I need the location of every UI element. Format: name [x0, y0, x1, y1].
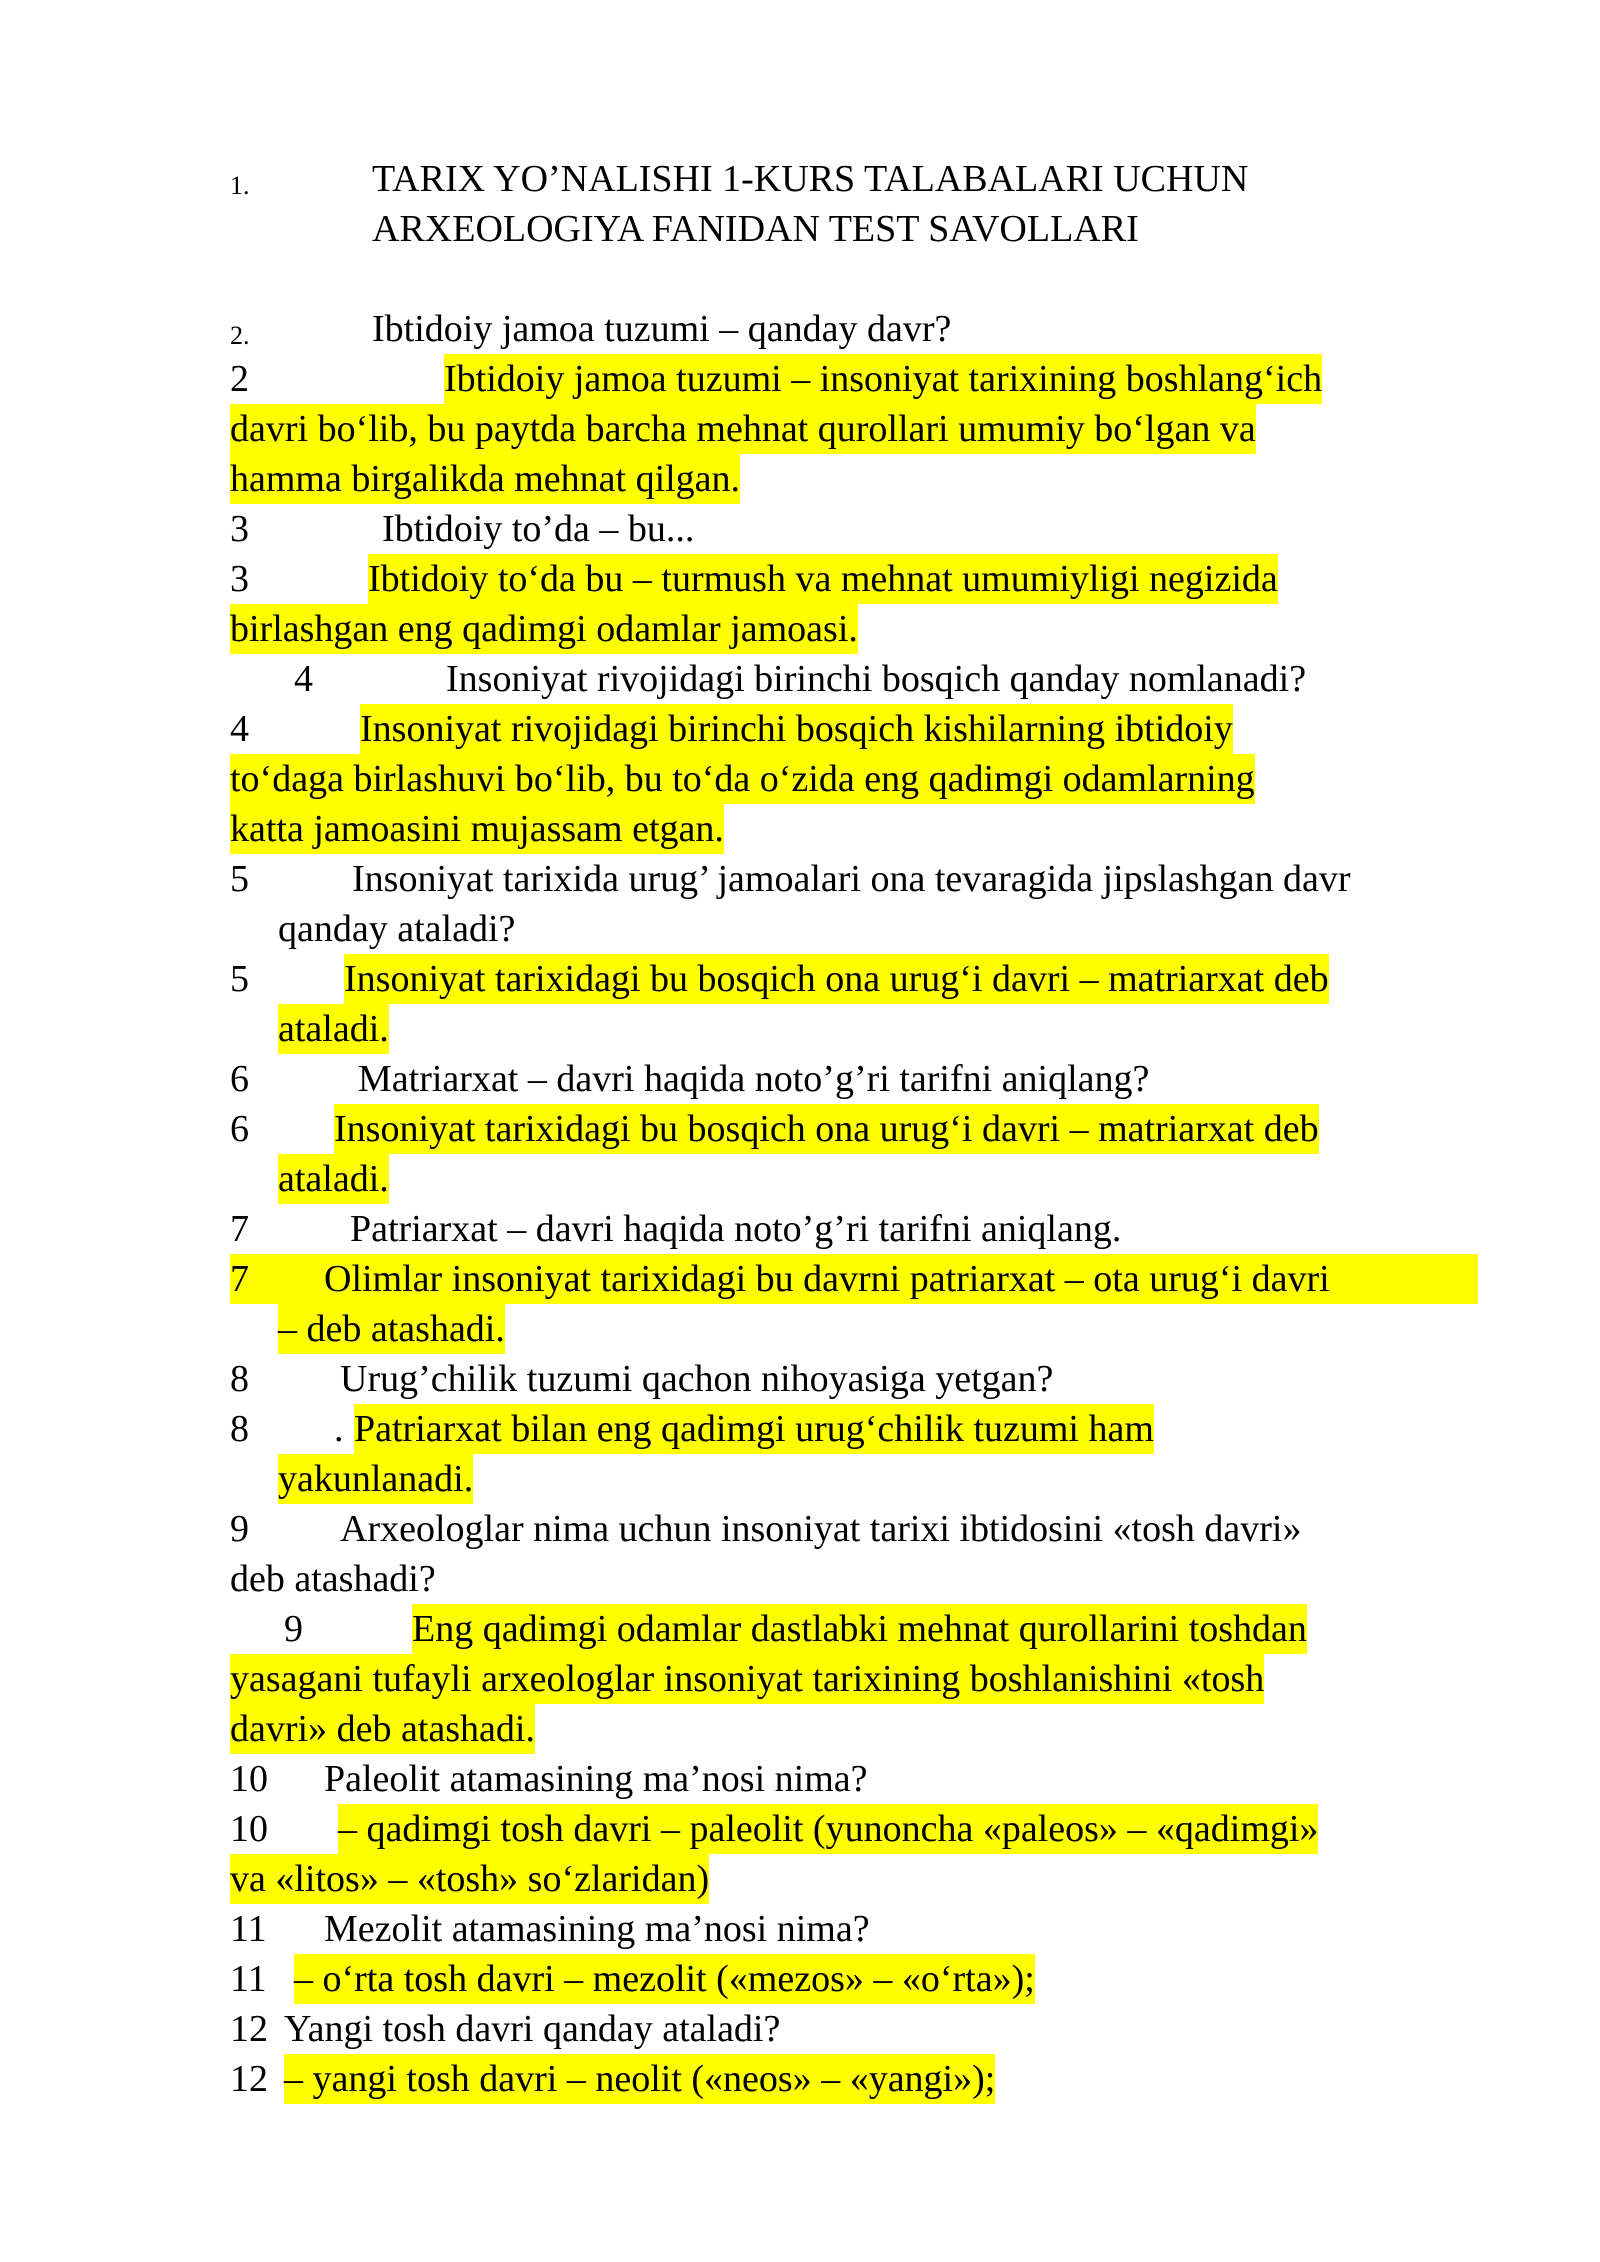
- answer-text: Patriarxat bilan eng qadimgi urug‘chilik tuzumi ham: [354, 1404, 1154, 1454]
- question-number: 7: [230, 1208, 249, 1250]
- answer-text: ataladi.: [278, 1004, 389, 1054]
- answer-number: 2: [230, 358, 249, 400]
- question-number: 10: [230, 1758, 268, 1800]
- answer-text: davri bo‘lib, bu paytda barcha mehnat qurollari umumiy bo‘lgan va: [230, 404, 1256, 454]
- question-number: 4: [294, 658, 313, 700]
- question-text: Arxeologlar nima uchun insoniyat tarixi ibtidosini «tosh davri»: [340, 1508, 1302, 1550]
- answer-text: va «litos» – «tosh» so‘zlaridan): [230, 1854, 709, 1904]
- answer-text: – yangi tosh davri – neolit («neos» – «yangi»);: [284, 2054, 995, 2104]
- answer-text: davri» deb atashadi.: [230, 1704, 535, 1754]
- answer-prefix: .: [334, 1408, 344, 1450]
- answer-number: 12: [230, 2058, 268, 2100]
- answer-number: 5: [230, 958, 249, 1000]
- heading-title-line2: ARXEOLOGIYA FANIDAN TEST SAVOLLARI: [372, 208, 1139, 250]
- question-text: Patriarxat – davri haqida noto’g’ri tarifni aniqlang.: [350, 1208, 1122, 1250]
- question-text: Ibtidoiy to’da – bu...: [382, 508, 695, 550]
- question-number: 8: [230, 1358, 249, 1400]
- answer-number: 7: [230, 1254, 1478, 1304]
- answer-text: – deb atashadi.: [278, 1304, 505, 1354]
- answer-text: Insoniyat tarixidagi bu bosqich ona urug‘i davri – matriarxat deb: [334, 1104, 1319, 1154]
- answer-number: 4: [230, 708, 249, 750]
- question-text: Urug’chilik tuzumi qachon nihoyasiga yetgan?: [340, 1358, 1054, 1400]
- question-text: Ibtidoiy jamoa tuzumi – qanday davr?: [372, 308, 952, 350]
- heading-number: 1.: [230, 171, 250, 200]
- answer-number: 3: [230, 558, 249, 600]
- answer-text: yakunlanadi.: [278, 1454, 473, 1504]
- answer-text: hamma birgalikda mehnat qilgan.: [230, 454, 740, 504]
- answer-text: ataladi.: [278, 1154, 389, 1204]
- answer-text: – qadimgi tosh davri – paleolit (yunoncha «paleos» – «qadimgi»: [338, 1804, 1318, 1854]
- question-text: Matriarxat – davri haqida noto’g’ri tarifni aniqlang?: [358, 1058, 1150, 1100]
- answer-text: Eng qadimgi odamlar dastlabki mehnat qurollarini toshdan: [412, 1604, 1307, 1654]
- heading-title-line1: TARIX YO’NALISHI 1-KURS TALABALARI UCHUN: [372, 158, 1249, 200]
- question-text: Yangi tosh davri qanday ataladi?: [284, 2008, 781, 2050]
- answer-text: Insoniyat tarixidagi bu bosqich ona urug‘i davri – matriarxat deb: [344, 954, 1329, 1004]
- answer-text: Ibtidoiy to‘da bu – turmush va mehnat umumiyligi negizida: [368, 554, 1278, 604]
- answer-text: – o‘rta tosh davri – mezolit («mezos» – «o‘rta»);: [294, 1954, 1035, 2004]
- answer-number: 11: [230, 1958, 267, 2000]
- question-number: 12: [230, 2008, 268, 2050]
- answer-text: Olimlar insoniyat tarixidagi bu davrni patriarxat – ota urug‘i davri: [324, 1254, 1330, 1304]
- answer-text: birlashgan eng qadimgi odamlar jamoasi.: [230, 604, 858, 654]
- question-number: 3: [230, 508, 249, 550]
- answer-text: Insoniyat rivojidagi birinchi bosqich kishilarning ibtidoiy: [360, 704, 1233, 754]
- answer-text: Ibtidoiy jamoa tuzumi – insoniyat tarixining boshlang‘ich: [444, 354, 1322, 404]
- question-text: qanday ataladi?: [278, 908, 516, 950]
- answer-text: katta jamoasini mujassam etgan.: [230, 804, 724, 854]
- question-text: Insoniyat tarixida urug’ jamoalari ona tevaragida jipslashgan davr: [352, 858, 1351, 900]
- question-text: Mezolit atamasining ma’nosi nima?: [324, 1908, 870, 1950]
- question-number: 9: [230, 1508, 249, 1550]
- answer-number: 10: [230, 1808, 268, 1850]
- question-text: Paleolit atamasining ma’nosi nima?: [324, 1758, 868, 1800]
- question-number: 6: [230, 1058, 249, 1100]
- question-number: 5: [230, 858, 249, 900]
- answer-text: to‘daga birlashuvi bo‘lib, bu to‘da o‘zida eng qadimgi odamlarning: [230, 754, 1255, 804]
- question-number: 11: [230, 1908, 267, 1950]
- answer-text: yasagani tufayli arxeologlar insoniyat tarixining boshlanishini «tosh: [230, 1654, 1264, 1704]
- question-text: Insoniyat rivojidagi birinchi bosqich qanday nomlanadi?: [446, 658, 1307, 700]
- question-number: 2.: [230, 321, 250, 350]
- answer-number: 6: [230, 1108, 249, 1150]
- answer-number: 9: [284, 1608, 303, 1650]
- answer-number: 8: [230, 1408, 249, 1450]
- question-text: deb atashadi?: [230, 1558, 436, 1600]
